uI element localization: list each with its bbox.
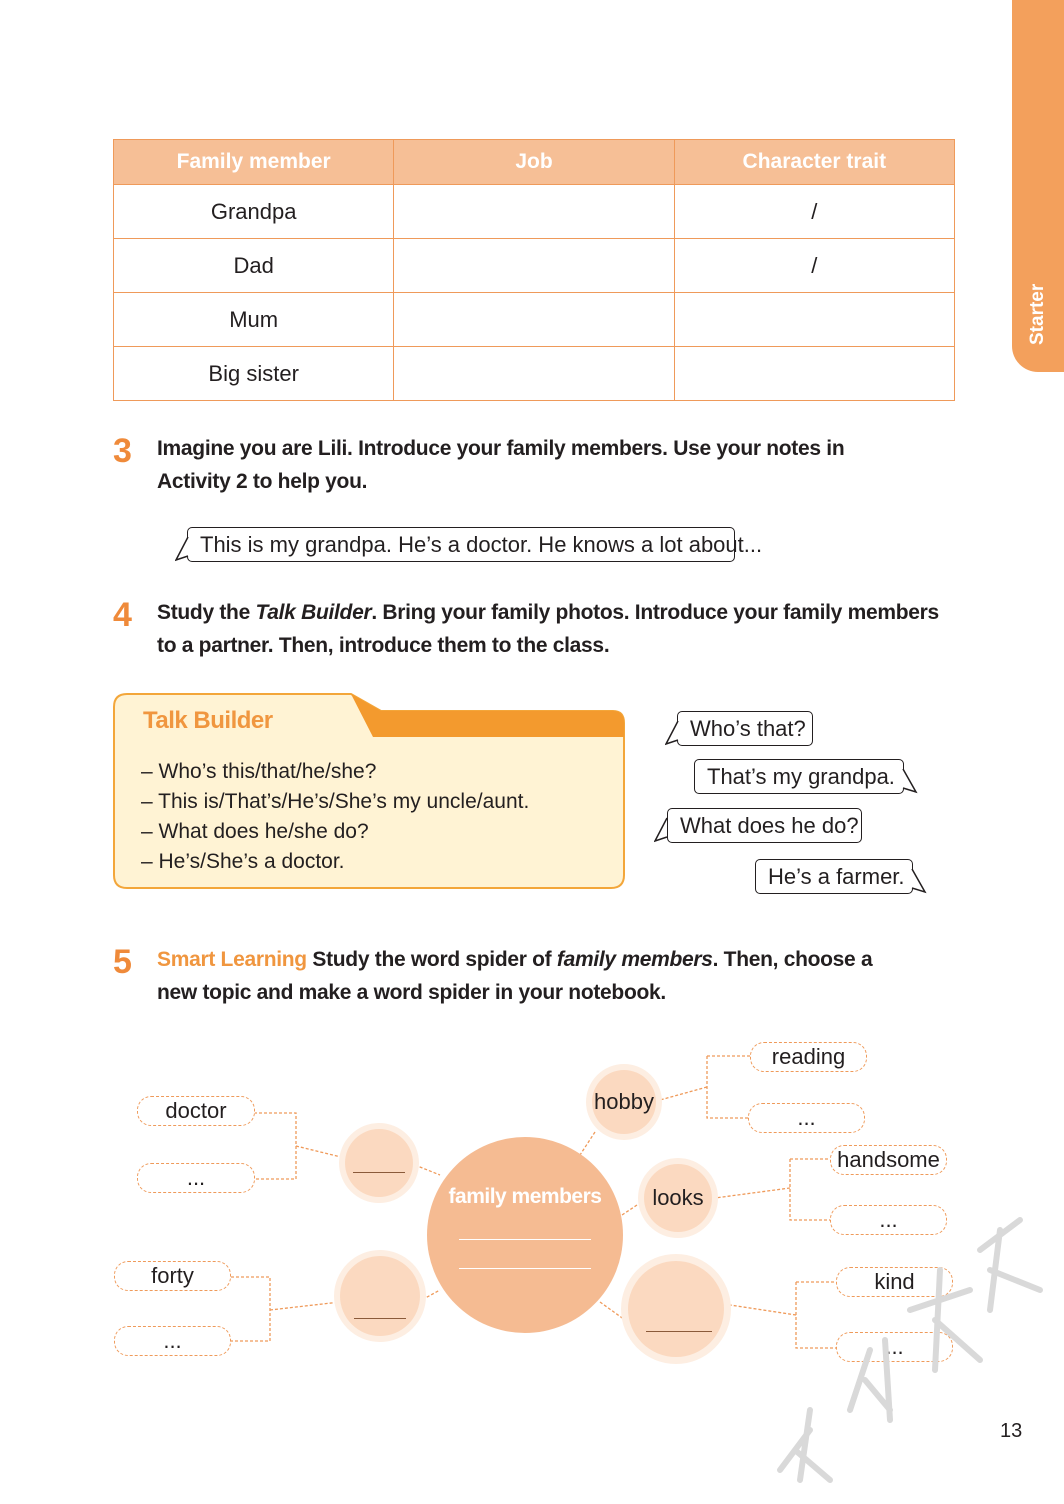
answer-blank: [459, 1239, 591, 1240]
dialogue-text: What does he do?: [680, 812, 859, 838]
spider-box-handsome: handsome: [830, 1145, 947, 1175]
bubble-tail-icon: [654, 817, 670, 843]
activity-4-line2: to a partner. Then, introduce them to the class.: [157, 634, 610, 657]
table-row: [114, 347, 955, 401]
activity-3-example-bubble: [187, 527, 763, 562]
spider-box-doctor: doctor: [137, 1096, 255, 1126]
answer-blank: [354, 1318, 406, 1319]
answer-blank: [459, 1268, 591, 1269]
table-cell: /: [674, 185, 954, 239]
side-tab-label: Starter: [1027, 283, 1048, 345]
table-cell: [394, 293, 674, 347]
talk-builder-box: [113, 693, 625, 889]
talk-builder-lines: [141, 757, 529, 877]
spider-circle-blank-left-top: [345, 1129, 413, 1197]
page-number: 13: [1000, 1420, 1023, 1442]
spider-box-reading: reading: [750, 1042, 867, 1072]
table-header-row: [114, 140, 955, 185]
spider-looks-label: looks: [652, 1185, 704, 1210]
bubble-tail-icon: [909, 868, 927, 894]
activity-4-line1: Study the Talk Builder. Bring your family photos. Introduce your family members: [157, 601, 939, 624]
answer-blank: [353, 1172, 405, 1173]
dialogue-text: Who’s that?: [690, 715, 806, 741]
spider-circle-blank-left-bottom: [340, 1256, 420, 1336]
table-cell: Grandpa: [114, 185, 394, 239]
spider-center-circle: [427, 1137, 623, 1333]
side-tab: [1012, 0, 1064, 372]
family-table: [113, 139, 955, 401]
spider-box-kind: kind: [836, 1267, 953, 1297]
table-cell: Dad: [114, 239, 394, 293]
spider-circle-blank-right: [628, 1261, 724, 1357]
spider-center-label: family members: [448, 1185, 602, 1208]
spider-box-doctor-more: ...: [137, 1163, 255, 1193]
activity-3-instructions: [157, 432, 957, 498]
spider-box-handsome-more: ...: [830, 1205, 947, 1235]
spider-circle-hobby: [592, 1070, 656, 1134]
spider-circle-looks: [644, 1164, 712, 1232]
table-cell: [674, 293, 954, 347]
smart-learning-label: Smart Learning: [157, 948, 307, 971]
activity-5-line2: new topic and make a word spider in your notebook.: [157, 981, 666, 1004]
table-row: [114, 293, 955, 347]
table-cell: [394, 239, 674, 293]
table-cell: [674, 347, 954, 401]
activity-5-line1: Smart Learning Study the word spider of family members. Then, choose a: [157, 948, 873, 971]
spider-hobby-label: hobby: [594, 1089, 654, 1114]
spider-box-forty: forty: [114, 1261, 231, 1291]
dialogue-bubble-2: [694, 759, 904, 794]
talk-builder-line: – This is/That’s/He’s/She’s my uncle/aunt.: [141, 790, 530, 813]
table-cell: /: [674, 239, 954, 293]
talk-builder-line: – What does he/she do?: [141, 820, 369, 843]
activity-3-example-text: This is my grandpa. He’s a doctor. He knows a lot about...: [200, 531, 763, 557]
activity-5-number: 5: [113, 943, 132, 981]
activity-3-line1: Imagine you are Lili. Introduce your family members. Use your notes in: [157, 437, 845, 460]
header-job: Job: [394, 140, 674, 185]
publisher-watermark-icon: [740, 1180, 1060, 1500]
header-family-member: Family member: [114, 140, 394, 185]
activity-5-instructions: [157, 943, 957, 1009]
bubble-tail-icon: [665, 720, 681, 746]
dialogue-text: He’s a farmer.: [768, 863, 905, 889]
activity-3-number: 3: [113, 432, 132, 470]
dialogue-text: That’s my grandpa.: [707, 763, 895, 789]
talk-builder-title: Talk Builder: [143, 707, 273, 734]
table-row: [114, 185, 955, 239]
dialogue-bubble-4: [755, 859, 913, 894]
answer-blank: [646, 1331, 712, 1332]
activity-4-instructions: [157, 596, 957, 662]
header-character-trait: Character trait: [674, 140, 954, 185]
spider-box-reading-more: ...: [748, 1103, 865, 1133]
spider-box-kind-more: ...: [836, 1332, 953, 1362]
dialogue-bubble-3: [667, 808, 862, 843]
table-cell: Big sister: [114, 347, 394, 401]
activity-3-line2: Activity 2 to help you.: [157, 470, 368, 493]
table-cell: [394, 185, 674, 239]
table-cell: [394, 347, 674, 401]
talk-builder-line: – Who’s this/that/he/she?: [141, 760, 377, 783]
table-row: [114, 239, 955, 293]
dialogue-bubble-1: [677, 711, 813, 746]
bubble-tail-icon: [175, 536, 191, 562]
talk-builder-line: – He’s/She’s a doctor.: [141, 850, 345, 873]
table-cell: Mum: [114, 293, 394, 347]
bubble-tail-icon: [900, 768, 918, 794]
activity-4-number: 4: [113, 596, 132, 634]
spider-box-forty-more: ...: [114, 1326, 231, 1356]
